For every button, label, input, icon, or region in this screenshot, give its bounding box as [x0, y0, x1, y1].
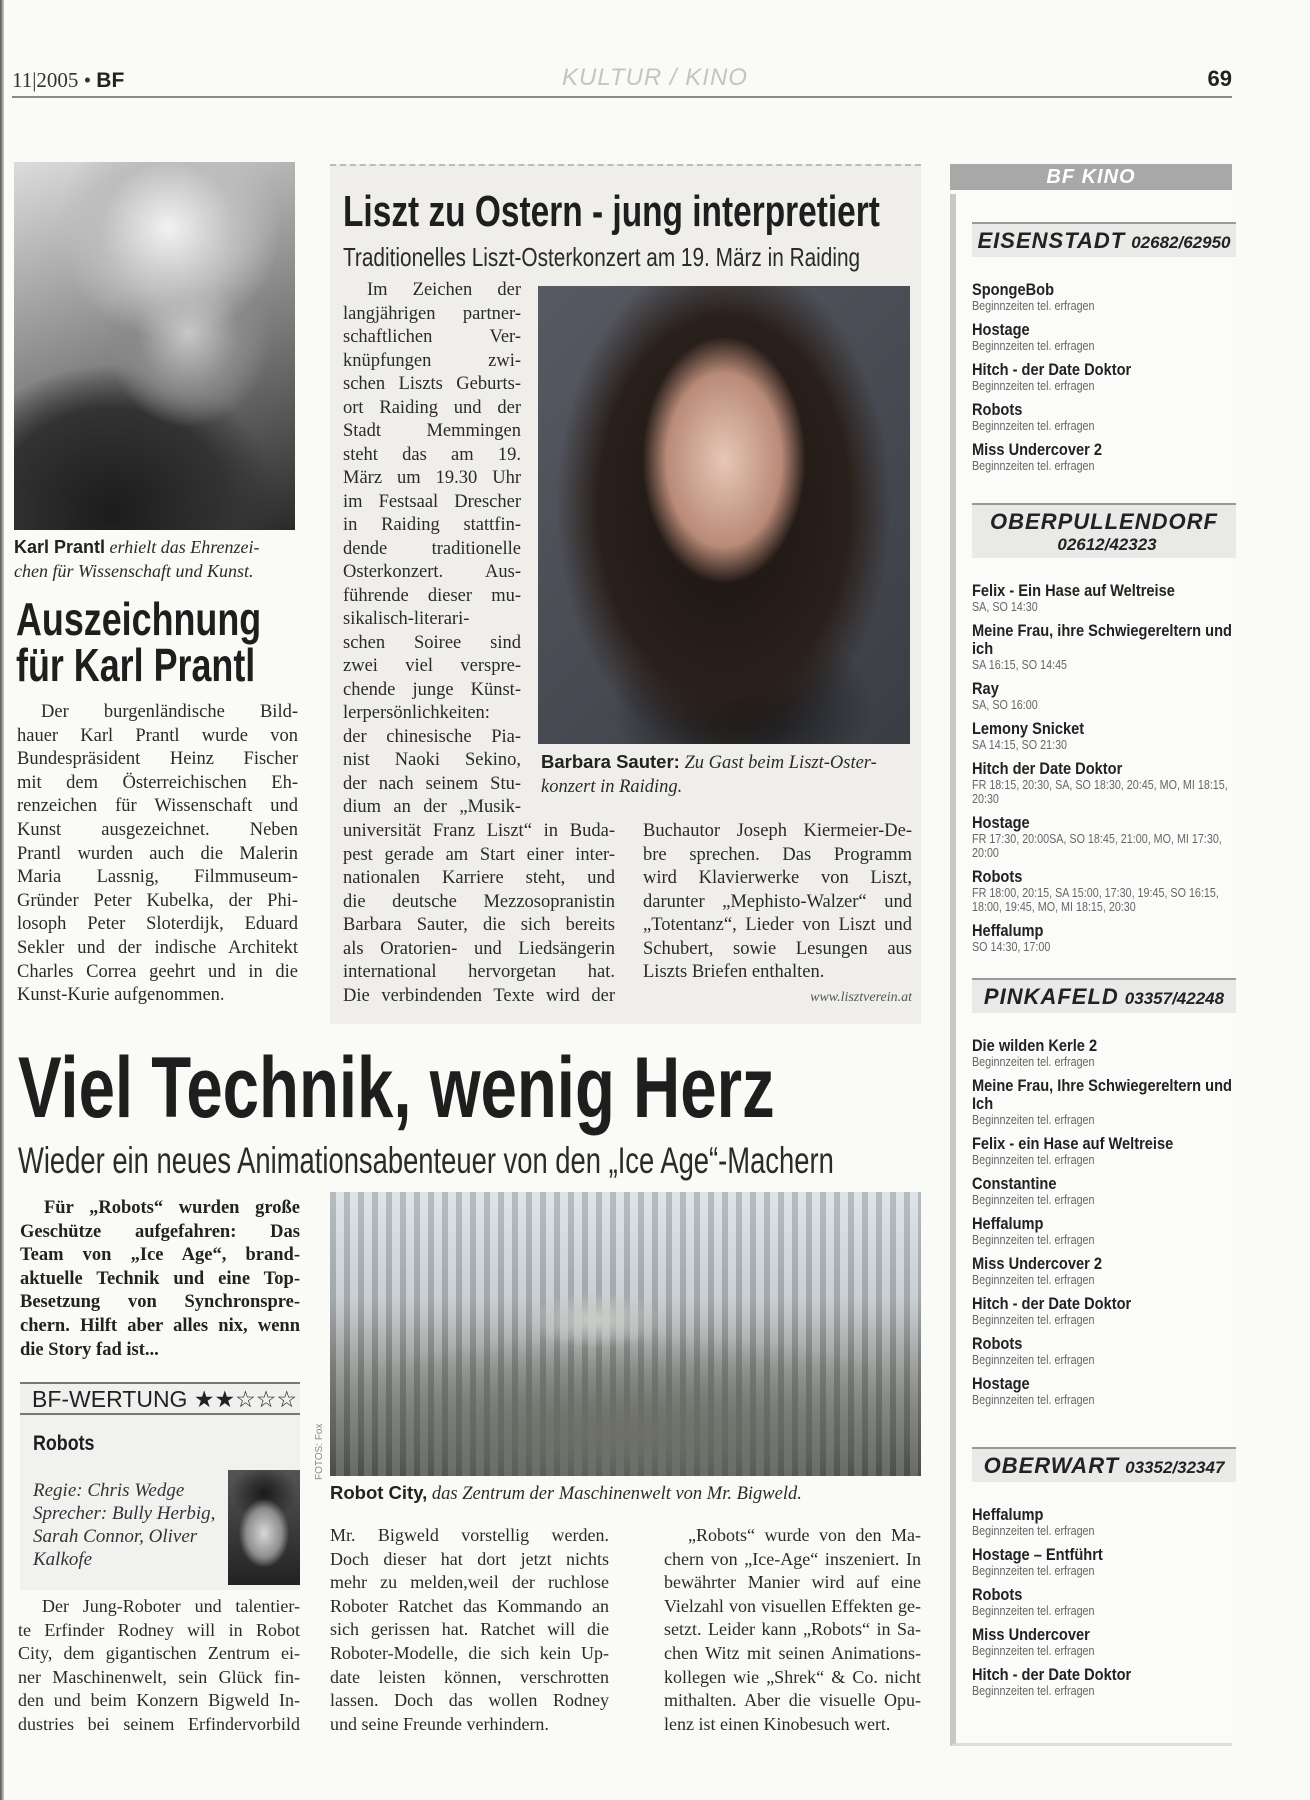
robot-city-image: [330, 1192, 921, 1476]
film-entry[interactable]: [972, 1335, 1236, 1367]
film-title: Heffalump: [972, 921, 1044, 940]
film-times: Beginnzeiten tel. erfragen: [972, 1353, 1095, 1367]
text-line: März um 19.30 Uhr: [343, 468, 521, 488]
film-entry[interactable]: [972, 1506, 1236, 1538]
film-title: Meine Frau, ihre Schwiegereltern und ich: [972, 621, 1232, 658]
film-entry[interactable]: [972, 1586, 1236, 1618]
page-number: 69: [1207, 66, 1232, 91]
film-entry[interactable]: [972, 814, 1236, 860]
film-title: Robots: [972, 400, 1023, 419]
star-empty-icon: ☆☆☆: [235, 1386, 297, 1412]
text-line: Schubert, sowie Lesungen aus: [643, 938, 912, 959]
text-line: Der burgenländische Bild-: [41, 702, 298, 722]
brand: BF: [96, 69, 125, 92]
city-header: [972, 1447, 1236, 1482]
credit-line: Regie: Chris Wedge: [33, 1480, 185, 1501]
city-name: EISENSTADT: [977, 228, 1126, 253]
film-entry[interactable]: [972, 922, 1236, 954]
film-entry[interactable]: [972, 1295, 1236, 1327]
film-credits: [33, 1479, 215, 1571]
text-line: Besetzung von Synchronspre-: [20, 1292, 300, 1313]
city-name: PINKAFELD: [983, 984, 1119, 1009]
film-entry[interactable]: [972, 281, 1236, 313]
liszt-url[interactable]: www.lisztverein.at: [810, 990, 912, 1005]
film-times: SA 14:15, SO 21:30: [972, 738, 1068, 752]
caption-line: erhielt das Ehrenzei-: [109, 537, 260, 557]
text-line: City, dem gigantischen Zentrum ei-: [18, 1643, 300, 1664]
film-times: Beginnzeiten tel. erfragen: [972, 459, 1095, 473]
film-entry[interactable]: [972, 582, 1236, 614]
film-title: SpongeBob: [972, 280, 1055, 299]
text-line: dende traditionelle: [343, 538, 521, 559]
text-line: Mr. Bigweld vorstellig werden.: [330, 1525, 609, 1545]
city-oberwart: [972, 1447, 1236, 1706]
text-line: wird Klavierwerke von Liszt,: [643, 868, 912, 888]
text-line: setzt. Leider kann „Robots“ in Sa-: [664, 1619, 921, 1640]
text-line: ort Raiding und der: [343, 397, 521, 418]
film-entry[interactable]: [972, 361, 1236, 393]
text-line: „Robots“ wurde von den Ma-: [688, 1525, 921, 1545]
film-times: SO 14:30, 17:00: [972, 940, 1051, 954]
text-line: bewährter Manier wird auf eine: [664, 1572, 921, 1593]
film-title: Heffalump: [972, 1505, 1044, 1524]
text-line: Osterkonzert. Aus-: [343, 562, 521, 582]
caption-line: Zu Gast beim Liszt-Oster-: [684, 753, 877, 773]
prantl-headline: [16, 593, 262, 691]
film-title: Ray: [972, 679, 999, 698]
text-line: bre sprechen. Das Programm: [643, 844, 912, 865]
city-phone: 03357/42248: [1124, 989, 1225, 1008]
film-title: Hitch - der Date Doktor: [972, 360, 1132, 379]
city-phone: 02682/62950: [1131, 233, 1231, 252]
film-times: Beginnzeiten tel. erfragen: [972, 299, 1095, 313]
text-line: nist Naoki Sekino,: [343, 750, 521, 770]
text-line: im Festsaal Drescher: [343, 491, 521, 512]
text-line: zwei viel verspre-: [343, 656, 521, 676]
film-entry[interactable]: [972, 321, 1236, 353]
text-line: die deutsche Mezzosopranistin: [343, 891, 615, 912]
film-times: Beginnzeiten tel. erfragen: [972, 1524, 1095, 1538]
photo-credit: FOTOS: Fox: [314, 1423, 325, 1480]
text-line: pest gerade am Start einer inter-: [343, 844, 615, 865]
film-times: Beginnzeiten tel. erfragen: [972, 1233, 1095, 1247]
text-line: und seine Freunde verhindern.: [330, 1713, 549, 1734]
caption-line: konzert in Raiding.: [541, 777, 683, 797]
prantl-caption: [14, 535, 299, 583]
film-times: FR 17:30, 20:00SA, SO 18:45, 21:00, MO, MI 17:30, 20:00: [972, 832, 1222, 860]
film-title: Robots: [972, 1334, 1023, 1353]
film-title: Hitch der Date Doktor: [972, 759, 1123, 778]
film-times: Beginnzeiten tel. erfragen: [972, 379, 1095, 393]
text-line: Gründer Peter Kubelka, der Phi-: [17, 890, 298, 911]
film-times: FR 18:00, 20:15, SA 15:00, 17:30, 19:45, SO 16:15, 18:00, 19:45, MO, MI 18:15, 20:30: [972, 886, 1219, 914]
text-line: chern von „Ice-Age“ inszeniert. In: [664, 1548, 921, 1569]
city-header: [972, 503, 1236, 558]
credit-line: Sarah Connor, Oliver: [33, 1526, 198, 1547]
film-entry[interactable]: [972, 1175, 1236, 1207]
text-line: Vielzahl von visuellen Effekten ge-: [664, 1595, 921, 1616]
film-title: Miss Undercover 2: [972, 1254, 1103, 1273]
text-line: kollegen wie „Shrek“ & Co. nicht: [664, 1666, 921, 1687]
text-line: schen Liszts Geburts-: [343, 374, 521, 394]
text-line: Prantl wurden auch die Malerin: [17, 843, 298, 864]
prantl-body: [17, 701, 298, 1008]
text-line: Bundespräsident Heinz Fischer: [17, 749, 298, 770]
city-oberpullendorf: [972, 503, 1236, 962]
film-times: Beginnzeiten tel. erfragen: [972, 1684, 1095, 1698]
bullet: •: [83, 68, 92, 92]
bf-wertung-bar: [20, 1382, 300, 1415]
film-times: Beginnzeiten tel. erfragen: [972, 1055, 1095, 1069]
rating-label: BF-WERTUNG: [32, 1386, 188, 1412]
text-line: hauer Karl Prantl wurde von: [17, 725, 298, 746]
text-line: Stadt Memmingen: [343, 421, 521, 441]
film-entry[interactable]: [972, 1666, 1236, 1698]
text-line: der nach seinem Stu-: [343, 773, 521, 794]
text-line: mithalten. Aber die visuelle Opu-: [664, 1690, 921, 1711]
film-times: Beginnzeiten tel. erfragen: [972, 1113, 1095, 1127]
film-title: Hostage: [972, 320, 1030, 339]
text-line: Kunst ausgezeichnet. Neben: [17, 819, 298, 840]
text-line: lassen. Doch das wollen Rodney: [330, 1690, 609, 1711]
text-line: universität Franz Liszt“ in Buda-: [343, 821, 615, 841]
text-line: losoph Peter Sloterdijk, Eduard: [17, 914, 298, 935]
text-line: schaftlichen Ver-: [343, 327, 521, 347]
liszt-headline: Liszt zu Ostern - jung interpretiert: [343, 187, 880, 236]
voice-actor-photo: [228, 1470, 300, 1585]
text-line: sich gerissen hat. Ratchet will die: [330, 1619, 609, 1640]
caption-line: chen für Wissenschaft und Kunst.: [14, 561, 254, 581]
caption-name: Robot City,: [330, 1482, 428, 1503]
text-line: führende dieser mu-: [343, 585, 521, 606]
text-line: die Story fad ist...: [20, 1339, 159, 1360]
film-title: Lemony Snicket: [972, 719, 1085, 738]
kino-listing-box: [950, 194, 1232, 1746]
film-times: SA, SO 14:30: [972, 600, 1038, 614]
text-line: langjährigen partner-: [343, 303, 521, 324]
film-entry[interactable]: [972, 1375, 1236, 1407]
film-title: Felix - ein Hase auf Weltreise: [972, 1134, 1174, 1153]
film-title: Hostage – Entführt: [972, 1545, 1103, 1564]
credit-line: Sprecher: Bully Herbig,: [33, 1503, 216, 1524]
text-line: sikalisch-literari-: [343, 609, 470, 629]
page-binding-edge: [0, 0, 4, 1800]
headline-line: für Karl Prantl: [16, 639, 256, 691]
section-title: KULTUR / KINO: [562, 64, 748, 91]
film-title: Hostage: [972, 1374, 1030, 1393]
issue-number: 11|2005: [12, 68, 79, 92]
film-entry[interactable]: [972, 1626, 1236, 1658]
text-line: Maria Lassnig, Filmmuseum-: [17, 867, 298, 888]
text-line: ner Maschinenwelt, sein Glück fin-: [18, 1666, 300, 1687]
film-title: Miss Undercover 2: [972, 440, 1103, 459]
city-pinkafeld: [972, 978, 1236, 1415]
robots-body-col3: [664, 1524, 921, 1736]
film-title: Hitch - der Date Doktor: [972, 1665, 1132, 1684]
city-phone: 02612/42323: [1057, 535, 1157, 554]
film-times: Beginnzeiten tel. erfragen: [972, 339, 1095, 353]
city-name: OBERPULLENDORF: [990, 509, 1218, 534]
text-line: Geschütze aufgefahren: Das: [20, 1221, 300, 1242]
text-line: Barbara Sauter, die sich bereits: [343, 915, 615, 935]
text-line: den und beim Konzern Bigweld In-: [18, 1690, 300, 1711]
film-entry[interactable]: [972, 622, 1236, 672]
text-line: dium an der „Musik-: [343, 797, 521, 817]
text-line: Charles Correa geehrt und in die: [17, 961, 298, 982]
city-name: OBERWART: [983, 1453, 1120, 1478]
text-line: steht das am 19.: [343, 444, 521, 465]
star-rating: [194, 1386, 297, 1412]
text-line: mit dem Österreichischen Eh-: [17, 772, 298, 793]
film-title: Felix - Ein Hase auf Weltreise: [972, 581, 1175, 600]
header-rule: [12, 96, 1232, 98]
text-line: knüpfungen zwi-: [343, 350, 521, 371]
robots-body-col1: [18, 1595, 300, 1737]
film-entry[interactable]: [972, 1546, 1236, 1578]
city-eisenstadt: [972, 222, 1236, 481]
film-times: Beginnzeiten tel. erfragen: [972, 1153, 1095, 1167]
robots-subtitle: Wieder ein neues Animationsabenteuer von den „Ice Age“-Machern: [18, 1140, 834, 1181]
film-title: Constantine: [972, 1174, 1057, 1193]
film-times: FR 18:15, 20:30, SA, SO 18:30, 20:45, MO, MI 18:15, 20:30: [972, 778, 1228, 806]
text-line: darunter „Mephisto-Walzer“ und: [643, 891, 912, 912]
headline-line: Auszeichnung: [16, 593, 262, 645]
star-filled-icon: ★★: [193, 1386, 236, 1412]
film-times: SA, SO 16:00: [972, 698, 1038, 712]
text-line: schen Soiree sind: [343, 632, 521, 653]
text-line: dustries bei seinem Erfindervorbild: [18, 1713, 300, 1734]
text-line: Doch dieser hat dort jetzt nichts: [330, 1548, 609, 1569]
text-line: Buchautor Joseph Kiermeier-De-: [643, 821, 912, 841]
robots-headline: Viel Technik, wenig Herz: [18, 1040, 775, 1136]
film-times: Beginnzeiten tel. erfragen: [972, 1313, 1095, 1327]
credit-line: Kalkofe: [33, 1549, 93, 1570]
film-title: Hostage: [972, 813, 1030, 832]
text-line: chende junge Künst-: [343, 679, 521, 700]
film-times: Beginnzeiten tel. erfragen: [972, 1644, 1095, 1658]
film-title: Hitch - der Date Doktor: [972, 1294, 1132, 1313]
film-title: Robots: [33, 1432, 95, 1455]
city-phone: 03352/32347: [1125, 1458, 1225, 1477]
film-entry[interactable]: [972, 868, 1236, 914]
text-line: Kunst-Kurie aufgenommen.: [17, 985, 225, 1006]
text-line: renzeichen für Wissenschaft und: [17, 796, 298, 817]
text-line: Für „Robots“ wurden große: [44, 1198, 300, 1218]
film-entry[interactable]: [972, 680, 1236, 712]
film-entry[interactable]: [972, 1255, 1236, 1287]
film-times: Beginnzeiten tel. erfragen: [972, 1604, 1095, 1618]
film-entry[interactable]: [972, 720, 1236, 752]
text-line: Liszts Briefen enthalten.: [643, 962, 825, 982]
liszt-subtitle: Traditionelles Liszt-Osterkonzert am 19. März in Raiding: [343, 242, 861, 272]
text-line: als Oratorien- und Liedsängerin: [343, 938, 615, 959]
text-line: der chinesische Pia-: [343, 726, 521, 747]
film-title: Heffalump: [972, 1214, 1044, 1233]
film-entry[interactable]: [972, 1077, 1236, 1127]
film-times: Beginnzeiten tel. erfragen: [972, 1273, 1095, 1287]
film-entry[interactable]: [972, 1215, 1236, 1247]
text-line: te Erfinder Rodney will in Robot: [18, 1619, 300, 1640]
film-entry[interactable]: [972, 1037, 1236, 1069]
film-title: Meine Frau, Ihre Schwiegereltern und Ich: [972, 1076, 1232, 1113]
liszt-body-col2: [643, 820, 912, 985]
text-line: lenz ist einen Kinobesuch wert.: [664, 1713, 891, 1734]
film-title: Robots: [972, 867, 1023, 886]
film-times: SA 16:15, SO 14:45: [972, 658, 1068, 672]
text-line: nationalen Karriere steht, und: [343, 868, 615, 888]
text-line: international hervorgetan hat.: [343, 962, 615, 982]
city-header: [972, 222, 1236, 257]
text-line: Sekler und der indische Architekt: [17, 937, 298, 958]
film-title: Robots: [972, 1585, 1023, 1604]
text-line: aktuelle Technik und eine Top-: [20, 1268, 300, 1289]
liszt-body-col1: [343, 279, 521, 820]
sauter-caption: [541, 750, 921, 799]
robots-body-col2: [330, 1524, 609, 1736]
text-line: Roboter Ratchet das Kommando an: [330, 1595, 609, 1616]
film-times: Beginnzeiten tel. erfragen: [972, 1564, 1095, 1578]
text-line: lerpersönlichkeiten:: [343, 703, 490, 723]
text-line: mehr zu melden,weil der ruchlose: [330, 1572, 609, 1593]
film-title: Die wilden Kerle 2: [972, 1036, 1098, 1055]
film-title: Miss Undercover: [972, 1625, 1090, 1644]
bf-kino-header: BF KINO: [950, 164, 1232, 190]
text-line: chen Witz mit seinen Animations-: [664, 1642, 921, 1663]
liszt-body-col1b: [343, 820, 615, 1008]
text-line: Im Zeichen der: [367, 280, 521, 300]
film-entry[interactable]: [972, 1135, 1236, 1167]
film-times: Beginnzeiten tel. erfragen: [972, 419, 1095, 433]
film-entry[interactable]: [972, 760, 1236, 806]
city-header: [972, 978, 1236, 1013]
film-entry[interactable]: [972, 441, 1236, 473]
text-line: Team von „Ice Age“, brand-: [20, 1245, 300, 1266]
text-line: date leisten können, verschrotten: [330, 1666, 609, 1687]
karl-prantl-photo: [14, 162, 295, 530]
robots-intro: [20, 1197, 300, 1362]
text-line: Roboter-Modelle, die sich kein Up-: [330, 1642, 609, 1663]
robot-city-caption: [330, 1481, 930, 1506]
caption-text: das Zentrum der Maschinenwelt von Mr. Bigweld.: [431, 1484, 802, 1504]
text-line: „Totentanz“, Lieder von Liszt und: [643, 915, 912, 935]
caption-name: Barbara Sauter:: [541, 751, 680, 772]
caption-name: Karl Prantl: [14, 537, 106, 557]
film-entry[interactable]: [972, 401, 1236, 433]
text-line: chern. Hilft aber alles nix, wenn: [20, 1315, 300, 1336]
barbara-sauter-photo: [538, 286, 910, 744]
text-line: Die verbindenden Texte wird der: [343, 985, 615, 1006]
text-line: in Raiding stattfin-: [343, 515, 521, 535]
film-times: Beginnzeiten tel. erfragen: [972, 1193, 1095, 1207]
film-times: Beginnzeiten tel. erfragen: [972, 1393, 1095, 1407]
text-line: Der Jung-Roboter und talentier-: [42, 1596, 300, 1616]
